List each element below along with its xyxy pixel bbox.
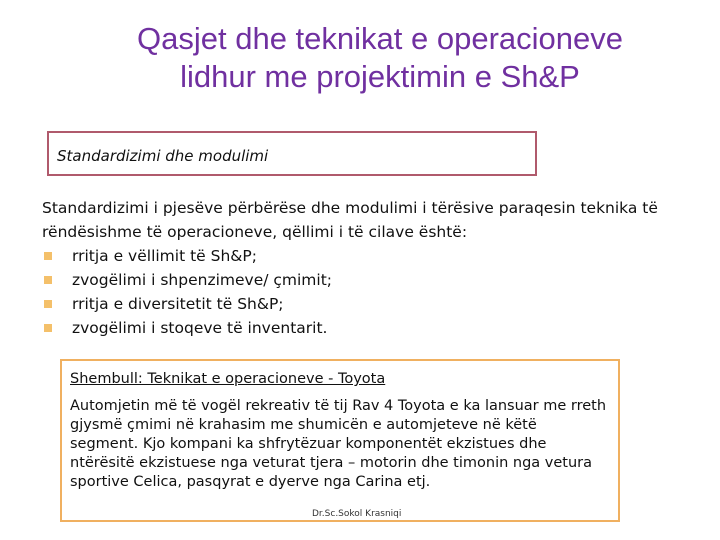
example-box <box>60 359 620 522</box>
list-item <box>42 292 702 316</box>
title-line-2: lidhur me projektimin e Sh&P <box>180 59 580 94</box>
list-item <box>42 244 702 268</box>
list-item <box>42 316 702 340</box>
square-bullet-icon <box>44 300 52 308</box>
title-line-1: Qasjet dhe teknikat e operacioneve <box>137 21 623 56</box>
list-item <box>42 268 702 292</box>
intro-paragraph: Standardizimi i pjesëve përbërëse dhe modulimi i tërësive paraqesin teknika të rëndësishme të operacioneve, qëllimi i të cilave është: <box>42 199 658 241</box>
square-bullet-icon <box>44 252 52 260</box>
bullet-text: rritja e diversitetit të Sh&P; <box>72 295 284 313</box>
square-bullet-icon <box>44 276 52 284</box>
bullet-list <box>42 244 702 340</box>
example-title-text: Shembull: Teknikat e operacioneve - Toyota <box>70 371 386 387</box>
square-bullet-icon <box>44 324 52 332</box>
footer-author: Dr.Sc.Sokol Krasniqi <box>312 509 402 519</box>
bullet-text: rritja e vëllimit të Sh&P; <box>72 247 257 265</box>
example-text: Automjetin më të vogël rekreativ të tij Rav 4 Toyota e ka lansuar me rreth gjysmë çmimi në krahasim me shumicën e automjeteve në këtë segment. Kjo kompani ka shfrytëzuar komponentët ekzistues dhe ntërësitë ekzistuese nga veturat tjera – motorin dhe timonin nga vetura sportive Celica, pasqyrat e dyerve nga Carina etj. <box>70 398 607 490</box>
page-title <box>40 20 720 96</box>
bullet-text: zvogëlimi i stoqeve të inventarit. <box>72 319 328 337</box>
body-text <box>42 196 702 340</box>
subtitle-box <box>47 131 537 176</box>
example-title <box>70 369 608 389</box>
subtitle-label: Standardizimi dhe modulimi <box>57 147 269 165</box>
bullet-text: zvogëlimi i shpenzimeve/ çmimit; <box>72 271 333 289</box>
